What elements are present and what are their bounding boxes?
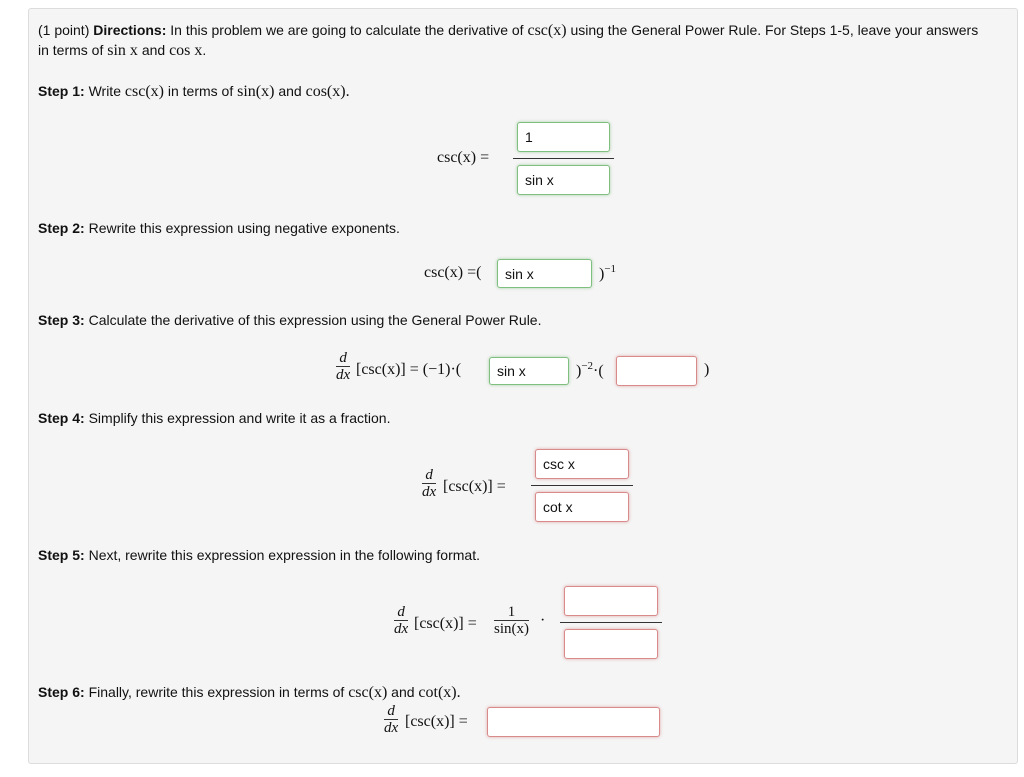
step1-text-a: Write (88, 83, 121, 99)
step5-ddx (394, 604, 408, 637)
step5-dot: · (540, 612, 546, 629)
step3-heading (38, 310, 542, 330)
directions-text-3: in terms of (38, 42, 104, 58)
step6-text: Finally, rewrite this expression in terms of (88, 684, 345, 700)
step3-text: Calculate the derivative of this expression using the General Power Rule. (88, 312, 542, 328)
directions-label: Directions: (93, 22, 167, 38)
step1-lhs: csc(x) = (437, 149, 490, 166)
step6-ddx (384, 703, 398, 736)
csc-math: csc(x) (527, 22, 567, 39)
step6-cot-math: cot(x). (418, 684, 461, 701)
step6-heading (38, 682, 461, 703)
step6-and: and (391, 684, 415, 700)
step3-dot-paren: ·( (593, 362, 604, 380)
step4-d: d (422, 467, 436, 484)
step5-lhs: [csc(x)] = (414, 615, 477, 632)
step6-csc-math: csc(x) (348, 684, 388, 701)
step4-fraction-bar (531, 485, 633, 486)
step5-heading (38, 545, 480, 565)
step3-answer1-input[interactable]: sin x (489, 357, 569, 385)
sin-math: sin x (107, 42, 138, 59)
step3-mid-paren: ) (576, 362, 582, 380)
step4-ddx (422, 467, 436, 500)
points-label: (1 point) (38, 22, 90, 38)
step5-frac-num: 1 (494, 604, 529, 621)
step1-denominator-input[interactable]: sin x (517, 165, 610, 195)
step3-lhs: [csc(x)] = (−1)·( (356, 361, 462, 378)
step6-dx: dx (384, 720, 399, 736)
cos-math: cos x (169, 42, 203, 59)
step2-close-paren: ) (599, 265, 605, 283)
step1-cos-math: cos(x). (305, 83, 350, 100)
step5-fraction-bar (560, 622, 662, 623)
step6-answer-input[interactable] (487, 707, 660, 737)
step4-lhs: [csc(x)] = (443, 478, 506, 495)
step3-dx: dx (336, 367, 351, 383)
step4-numerator-input[interactable]: csc x (535, 449, 629, 479)
step1-label: Step 1: (38, 83, 85, 99)
step5-label: Step 5: (38, 547, 85, 563)
step3-label: Step 3: (38, 312, 85, 328)
step6-lhs: [csc(x)] = (405, 713, 468, 730)
step5-fraction (494, 604, 529, 637)
step5-d: d (394, 604, 408, 621)
step1-numerator-input[interactable]: 1 (517, 122, 610, 152)
step2-exponent: −1 (604, 263, 617, 275)
step5-numerator-input[interactable] (564, 586, 658, 616)
step1-heading (38, 81, 350, 102)
step4-denominator-input[interactable]: cot x (535, 492, 629, 522)
step6-d: d (384, 703, 398, 720)
step3-ddx (336, 350, 350, 383)
step4-dx: dx (422, 484, 437, 500)
step5-dx: dx (394, 621, 409, 637)
step6-label: Step 6: (38, 684, 85, 700)
directions-line-2 (38, 40, 206, 61)
step1-csc-math: csc(x) (124, 83, 164, 100)
step5-frac-den: sin(x) (494, 621, 529, 637)
step3-mid (576, 360, 604, 380)
step5-text: Next, rewrite this expression expression in the following format. (88, 547, 480, 563)
step1-and: and (278, 83, 302, 99)
step4-label: Step 4: (38, 410, 85, 426)
step2-text: Rewrite this expression using negative exponents. (88, 220, 400, 236)
step2-answer-input[interactable]: sin x (497, 259, 592, 288)
and-text: and (141, 42, 166, 58)
step2-label: Step 2: (38, 220, 85, 236)
step4-heading (38, 408, 390, 428)
directions (38, 20, 1013, 41)
step3-exponent: −2 (581, 360, 594, 372)
directions-text-1: In this problem we are going to calculate the derivative of (170, 22, 524, 38)
step3-answer2-input[interactable] (616, 356, 697, 386)
step4-text: Simplify this expression and write it as a fraction. (88, 410, 391, 426)
directions-text-2: using the General Power Rule. For Steps 1-5, leave your answers (570, 22, 979, 38)
period: . (202, 42, 207, 58)
step1-text-b: in terms of (167, 83, 234, 99)
step3-close: ) (704, 361, 710, 378)
step2-lhs: csc(x) =( (424, 264, 482, 281)
step1-sin-math: sin(x) (237, 83, 275, 100)
step2-heading (38, 218, 400, 238)
step3-d: d (336, 350, 350, 367)
step2-close (599, 263, 616, 283)
step1-fraction-bar (513, 158, 614, 159)
step5-denominator-input[interactable] (564, 629, 658, 659)
